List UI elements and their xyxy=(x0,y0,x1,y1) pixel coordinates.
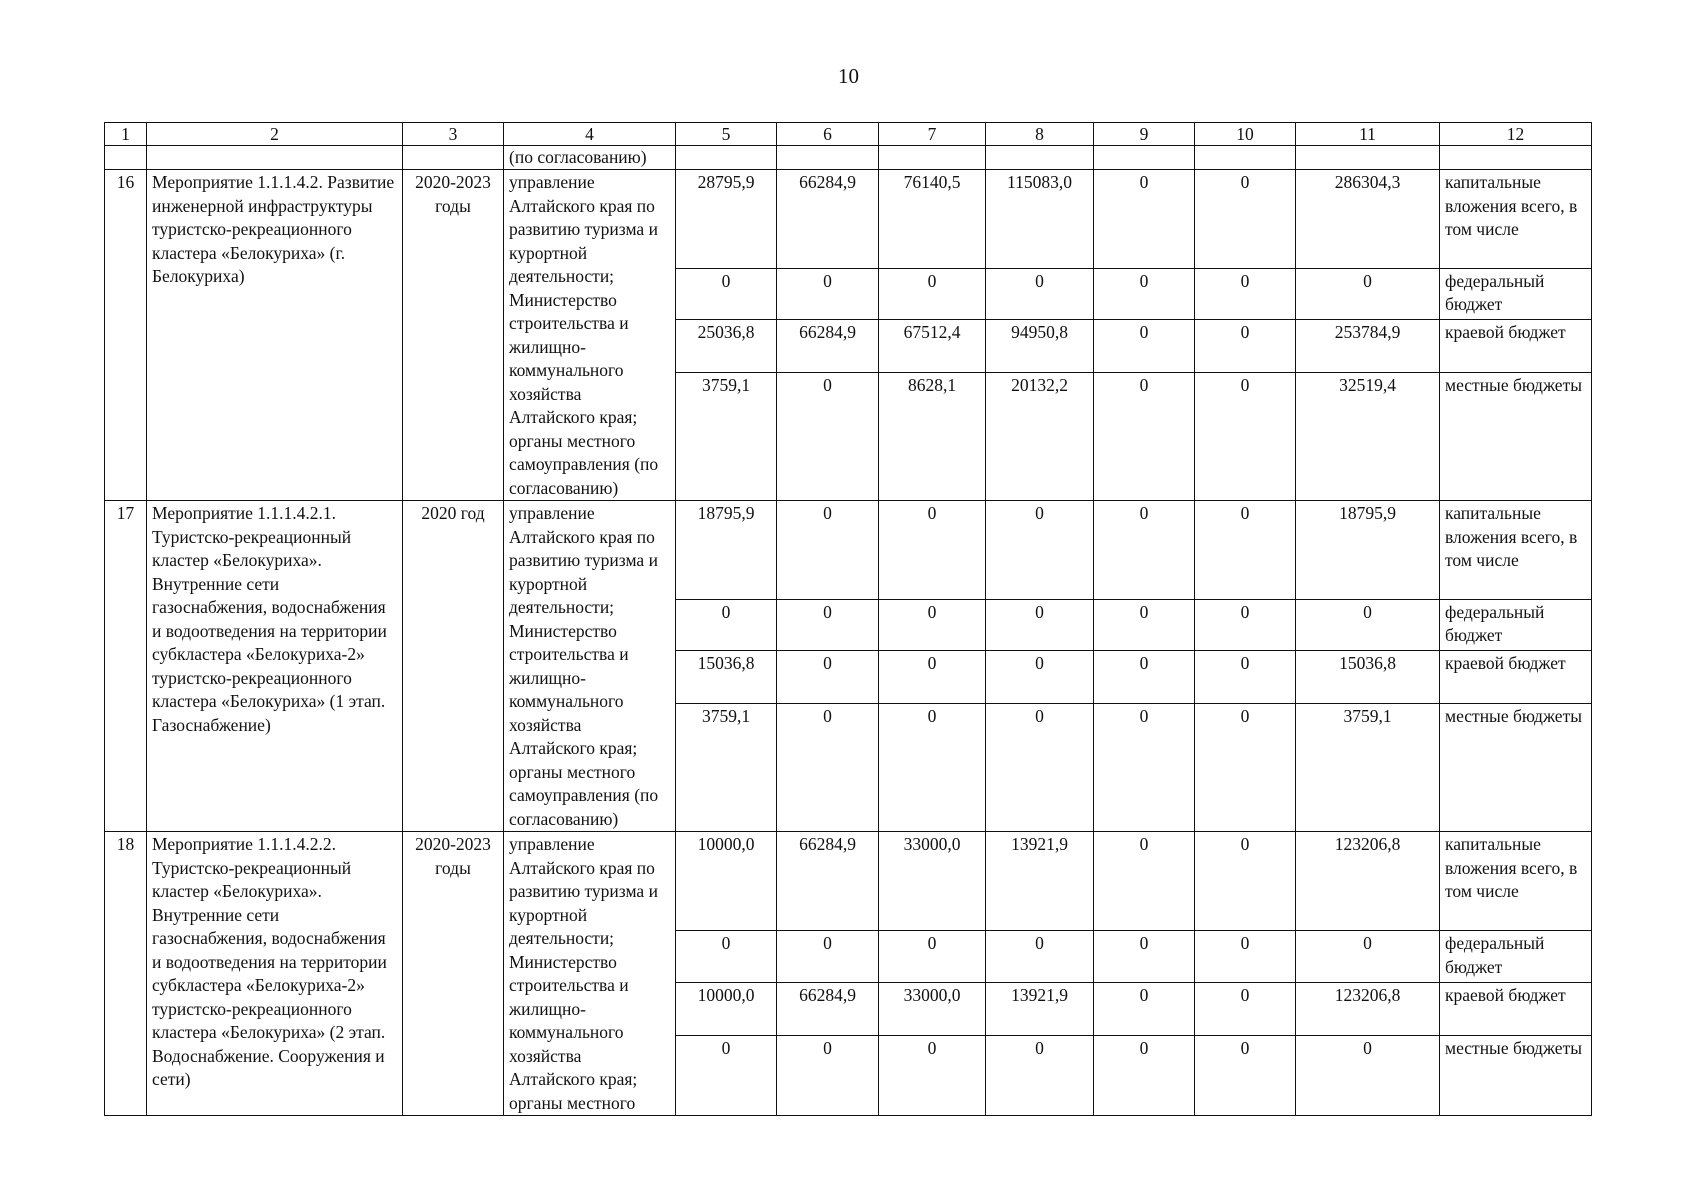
value-cell: 28795,9 xyxy=(676,170,777,269)
value-cell: 0 xyxy=(1094,372,1195,500)
value-cell: 0 xyxy=(1195,703,1296,831)
value-cell: 25036,8 xyxy=(676,320,777,373)
column-number: 9 xyxy=(1094,123,1195,146)
value-cell: 66284,9 xyxy=(777,832,879,931)
value-cell: 18795,9 xyxy=(676,501,777,600)
column-number-row xyxy=(105,123,1592,146)
value-cell: 94950,8 xyxy=(986,320,1094,373)
value-cell: 0 xyxy=(1094,832,1195,931)
funding-source: местные бюджеты xyxy=(1440,372,1592,500)
value-cell: 0 xyxy=(1195,832,1296,931)
period: 2020-2023 годы xyxy=(403,170,504,501)
value-cell: 115083,0 xyxy=(986,170,1094,269)
value-cell: 10000,0 xyxy=(676,982,777,1035)
value-cell: 0 xyxy=(879,599,986,650)
value-cell: 33000,0 xyxy=(879,832,986,931)
value-cell: 20132,2 xyxy=(986,372,1094,500)
column-number: 4 xyxy=(504,123,676,146)
value-cell: 0 xyxy=(676,931,777,983)
value-cell: 0 xyxy=(1094,320,1195,373)
period: 2020-2023 годы xyxy=(403,832,504,1116)
value-cell: 0 xyxy=(986,931,1094,983)
executor: управление Алтайского края по развитию туризма и курортной деятельности; Министерство строительства и жилищно-коммунального хозяйства Алтайского края; органы местного самоуправления (по согласованию) xyxy=(504,501,676,832)
value-cell: 0 xyxy=(777,372,879,500)
value-cell: 286304,3 xyxy=(1296,170,1440,269)
funding-source: федеральный бюджет xyxy=(1440,268,1592,319)
value-cell: 3759,1 xyxy=(1296,703,1440,831)
row-number: 17 xyxy=(105,501,147,832)
funding-source: краевой бюджет xyxy=(1440,651,1592,704)
value-cell: 0 xyxy=(1094,1035,1195,1115)
budget-table xyxy=(104,122,1592,1116)
column-number: 5 xyxy=(676,123,777,146)
value-cell: 0 xyxy=(777,501,879,600)
value-cell: 0 xyxy=(1195,372,1296,500)
funding-source: федеральный бюджет xyxy=(1440,931,1592,983)
value-cell: 0 xyxy=(777,703,879,831)
value-cell: 0 xyxy=(986,599,1094,650)
value-cell: 0 xyxy=(1094,703,1195,831)
value-cell: 0 xyxy=(1195,501,1296,600)
value-cell: 0 xyxy=(879,268,986,319)
value-cell: 0 xyxy=(1195,268,1296,319)
value-cell: 0 xyxy=(1094,268,1195,319)
value-cell: 32519,4 xyxy=(1296,372,1440,500)
value-cell: 66284,9 xyxy=(777,170,879,269)
value-cell: 0 xyxy=(879,651,986,704)
value-cell: 0 xyxy=(676,268,777,319)
table-body xyxy=(105,123,1592,1116)
column-number: 6 xyxy=(777,123,879,146)
value-cell: 0 xyxy=(986,703,1094,831)
value-cell: 66284,9 xyxy=(777,982,879,1035)
value-cell: 8628,1 xyxy=(879,372,986,500)
continuation-text: (по согласованию) xyxy=(504,146,676,170)
value-cell: 3759,1 xyxy=(676,703,777,831)
value-cell: 15036,8 xyxy=(676,651,777,704)
column-number: 11 xyxy=(1296,123,1440,146)
period: 2020 год xyxy=(403,501,504,832)
measure-name: Мероприятие 1.1.1.4.2.1. Туристско-рекреационный кластер «Белокуриха». Внутренние сети газоснабжения, водоснабжения и водоотведения на территории субкластера «Белокуриха-2» туристско-рекреационного кластера «Белокуриха» (1 этап. Газоснабжение) xyxy=(147,501,403,832)
value-cell: 0 xyxy=(1195,1035,1296,1115)
value-cell: 0 xyxy=(879,703,986,831)
value-cell: 0 xyxy=(1094,651,1195,704)
value-cell: 18795,9 xyxy=(1296,501,1440,600)
value-cell: 13921,9 xyxy=(986,832,1094,931)
value-cell: 0 xyxy=(1195,931,1296,983)
value-cell: 0 xyxy=(1094,599,1195,650)
value-cell: 0 xyxy=(1195,651,1296,704)
value-cell: 253784,9 xyxy=(1296,320,1440,373)
value-cell: 0 xyxy=(1195,170,1296,269)
value-cell: 0 xyxy=(1195,982,1296,1035)
row-number: 18 xyxy=(105,832,147,1116)
row-number: 16 xyxy=(105,170,147,501)
funding-source: краевой бюджет xyxy=(1440,982,1592,1035)
value-cell: 0 xyxy=(1094,501,1195,600)
value-cell: 0 xyxy=(676,1035,777,1115)
column-number: 12 xyxy=(1440,123,1592,146)
executor: управление Алтайского края по развитию туризма и курортной деятельности; Министерство строительства и жилищно-коммунального хозяйства Алтайского края; органы местного самоуправления (по согласованию) xyxy=(504,170,676,501)
column-number: 7 xyxy=(879,123,986,146)
page-number: 10 xyxy=(838,64,859,88)
funding-source: федеральный бюджет xyxy=(1440,599,1592,650)
value-cell: 76140,5 xyxy=(879,170,986,269)
funding-source: местные бюджеты xyxy=(1440,1035,1592,1115)
value-cell: 0 xyxy=(777,599,879,650)
value-cell: 0 xyxy=(1094,982,1195,1035)
value-cell: 0 xyxy=(986,501,1094,600)
value-cell: 0 xyxy=(777,651,879,704)
value-cell: 66284,9 xyxy=(777,320,879,373)
value-cell: 0 xyxy=(1296,268,1440,319)
value-cell: 0 xyxy=(777,268,879,319)
value-cell: 123206,8 xyxy=(1296,982,1440,1035)
value-cell: 0 xyxy=(777,1035,879,1115)
value-cell: 13921,9 xyxy=(986,982,1094,1035)
value-cell: 0 xyxy=(1094,931,1195,983)
measure-name: Мероприятие 1.1.1.4.2.2. Туристско-рекреационный кластер «Белокуриха». Внутренние сети газоснабжения, водоснабжения и водоотведения на территории субкластера «Белокуриха-2» туристско-рекреационного кластера «Белокуриха» (2 этап. Водоснабжение. Сооружения и сети) xyxy=(147,832,403,1116)
column-number: 8 xyxy=(986,123,1094,146)
value-cell: 0 xyxy=(1296,931,1440,983)
funding-source: капитальные вложения всего, в том числе xyxy=(1440,832,1592,931)
value-cell: 0 xyxy=(986,268,1094,319)
value-cell: 0 xyxy=(879,1035,986,1115)
value-cell: 0 xyxy=(777,931,879,983)
table-row xyxy=(105,832,1592,931)
measure-name: Мероприятие 1.1.1.4.2. Развитие инженерной инфраструктуры туристско-рекреационного кластера «Белокуриха» (г. Белокуриха) xyxy=(147,170,403,501)
value-cell: 0 xyxy=(1094,170,1195,269)
funding-source: местные бюджеты xyxy=(1440,703,1592,831)
value-cell: 0 xyxy=(986,1035,1094,1115)
funding-source: краевой бюджет xyxy=(1440,320,1592,373)
funding-source: капитальные вложения всего, в том числе xyxy=(1440,170,1592,269)
value-cell: 0 xyxy=(676,599,777,650)
value-cell: 0 xyxy=(986,651,1094,704)
value-cell: 0 xyxy=(1296,1035,1440,1115)
table-row xyxy=(105,501,1592,600)
value-cell: 0 xyxy=(1296,599,1440,650)
value-cell: 0 xyxy=(879,501,986,600)
value-cell: 0 xyxy=(1195,320,1296,373)
value-cell: 67512,4 xyxy=(879,320,986,373)
value-cell: 15036,8 xyxy=(1296,651,1440,704)
column-number: 1 xyxy=(105,123,147,146)
value-cell: 0 xyxy=(1195,599,1296,650)
value-cell: 10000,0 xyxy=(676,832,777,931)
value-cell: 3759,1 xyxy=(676,372,777,500)
value-cell: 123206,8 xyxy=(1296,832,1440,931)
table-row xyxy=(105,170,1592,269)
executor: управление Алтайского края по развитию туризма и курортной деятельности; Министерство строительства и жилищно-коммунального хозяйства Алтайского края; органы местного xyxy=(504,832,676,1116)
funding-source: капитальные вложения всего, в том числе xyxy=(1440,501,1592,600)
continuation-row xyxy=(105,146,1592,170)
value-cell: 0 xyxy=(879,931,986,983)
column-number: 3 xyxy=(403,123,504,146)
value-cell: 33000,0 xyxy=(879,982,986,1035)
column-number: 2 xyxy=(147,123,403,146)
column-number: 10 xyxy=(1195,123,1296,146)
